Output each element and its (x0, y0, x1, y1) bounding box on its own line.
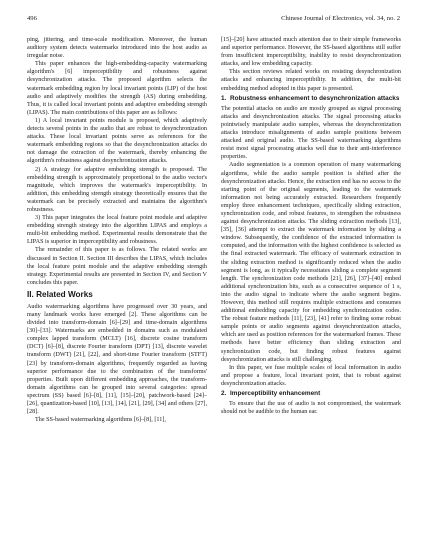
paragraph: In this paper, we fuse multiple scales of local information in audio and propose a feature, local invariant point, that is robust against desynchronization attacks. (221, 364, 401, 387)
right-column (221, 36, 401, 416)
contribution-item: 2) A strategy for adaptive embedding strength is proposed. The embedding strength is approximately proportional to the audio vector's magnitude, which improves the watermark's imperceptibility. In addition, this embedding strength strategy theoretically ensures that the watermark can be precisely extracted and maintains the algorithm's robustness. (27, 166, 207, 213)
page-number: 496 (27, 15, 37, 22)
contribution-item: 3) This paper integrates the local feature point module and adaptive embedding strength strategy into the algorithm LIPAS and employs a multi-bit embedding method. Experimental results demonstrate that the LIPAS is superior in imperceptibility and robustness. (27, 215, 207, 246)
subsection-heading (221, 390, 401, 398)
paragraph: To ensure that the use of audio is not compromised, the watermark should not be audible to the human ear. (221, 401, 401, 416)
paragraph: [15]–[20] have attracted much attention due to their simple frameworks and superior performance. However, the SS-based algorithms still suffer from insufficient imperceptibility, inability to resist desynchronization attacks, and low embedding capacity. (221, 37, 401, 68)
subsection-title: Robustness enhancement to desynchronization attacks (230, 94, 400, 102)
paragraph: The potential attacks on audio are mostly grouped as signal processing attacks and desynchronization attacks. The signal processing attacks pointwisely manipulate audio samples, whereas the desynchronization attacks introduce misalignments of audio sample positions between attacked and original audio. The SS-based watermarking algorithms resist most signal processing attacks well due to their anti-interference properties. (221, 105, 401, 161)
paragraph: Audio watermarking algorithms have progressed over 30 years, and many landmark works have emerged [2]. These algorithms can be divided into transform-domain [6]–[29] and time-domain algorithms [30]–[33]. Watermarks are embedded in domains such as modulated complex lapped transform (MCLT) [16], discrete cosine transform (DCT) [6]–[8], discrete Fourier transform (DPT) [13], discrete wavelet transform (DWT) [21], [22], and short-time Fourier transform (STFT) [23] by transform-domain algorithms, frequently regarded as having superior performance due to the combination of the transforms' properties. Built upon different embedding approaches, the transform-domain algorithms can be grouped into several categories: spread spectrum (SS) based [6]–[8], [11], [15]–[20], patchwork-based [24]–[26], quantization-based [10], [13], [14], [21], [29], [34] and others [27], [28]. (27, 303, 207, 416)
paragraph: The SS-based watermarking algorithms [6]–[8], [11], (35, 417, 166, 424)
section-heading: II. Related Works (27, 289, 93, 299)
paragraph: This paper enhances the high-embedding-capacity watermarking algorithm's [6] imperceptibility and robustness against desynchronization attacks. The proposed algorithm selects the watermark embedding region by local invariant points (LIP) of the host audio and adaptively modifies the strength (AS) during embedding. Thus, it is called local invariant points and adaptive embedding strength (LIPAS). The main contributions of this paper are as follows: (27, 61, 207, 116)
paragraph: Audio segmentation is a common operation of many watermarking algorithms, while the audio sample position is shifted after the desynchronization attacks. Hence, the extraction end has no access to the starting point of the original segments, leading to the watermark information not being accurately extracted. Researchers frequently employ three enhancement techniques, specifically sliding extraction, synchronization code, and robust features, to strengthen the robustness against desynchronization attacks. The sliding extraction methods [13], [35], [36] attempt to extract the watermark information by sliding a window. Subsequently, the confidence of the extracted information is computed, and the information with the highest confidence is selected as the final extracted watermark. The efficacy of watermark extraction in the sliding extraction method is significantly reduced when the audio segment is long, as it typically necessitates sliding a complete segment length. The synchronization code methods [21], [26], [37]–[40] embed additional synchronization bits, such as a consecutive sequence of 1 s, into the audio signal to indicate where the audio segment begins. However, this method still requires multiple extractions and consumes additional embedding capacity for embedding synchronization codes. The robust feature methods [11], [23], [41] refer to finding some robust sample points or audio segments against desynchronization attacks, which are used as position references for the watermarked frames. These methods have better efficiency than sliding extraction and synchronization code, but finding robust features against desynchronization attacks is still challenging. (221, 162, 401, 363)
journal-name: Chinese Journal of Electronics, vol. 34, no. 2 (281, 15, 400, 22)
left-column (27, 36, 207, 424)
subsection-number: 1. (221, 94, 227, 102)
paragraph: The remainder of this paper is as follows. The related works are discussed in Section II. Section III describes the LIPAS, which includes the local feature point module and the adaptive embedding strength strategy. Experimental results are presented in Section IV, and Section V concludes this paper. (27, 247, 207, 286)
contribution-item: 1) A local invariant points module is proposed, which adaptively detects several points in the audio that are robust to desynchronization attacks. These local invariant points serve as references for the watermark embedding regions so that the desynchronization attacks do not damage the extraction of the watermark, thereby enhancing the algorithm's robustness against desynchronization attacks. (27, 117, 207, 165)
running-header (27, 13, 400, 25)
subsection-title: Imperceptibility enhancement (230, 390, 321, 398)
paragraph: This section reviews related works on resisting desynchronization attacks and enhancing imperceptibility. In addition, the multi-bit embedding method adopted in this paper is presented. (221, 69, 401, 92)
subsection-heading (221, 95, 401, 103)
subsection-number: 2. (221, 390, 227, 398)
paragraph: ping, jittering, and time-scale modification. Moreover, the human auditory system detects watermarks introduced into the host audio as irregular noise. (27, 37, 207, 60)
